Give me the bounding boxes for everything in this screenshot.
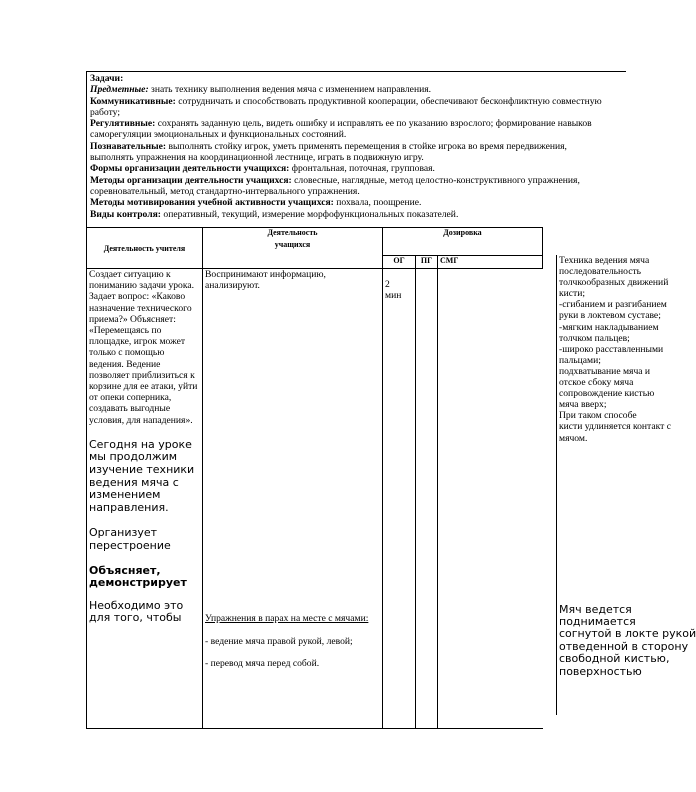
cognitive-objective: Познавательные: выполнять стойку игрок, уметь применять перемещения в стойке игрока во время передвижения,	[90, 140, 567, 152]
tasks-heading: Задачи:	[90, 73, 124, 84]
table-header-row	[87, 228, 543, 256]
technique-note-line: кисти;	[559, 288, 586, 300]
teacher-text-block: Создает ситуацию к пониманию задачи урока. Задает вопрос: «Каково назначение технического приема?» Объясняет: «Перемещаясь по площадке, игрок может только с помощью ведения. Ведение позволяет приблизиться к корзине для ее атаки, уйти от опеки соперника, создавать выгодные условия, для нападения».	[89, 269, 198, 426]
regulative-objective: Регулятивные: сохранять заданную цель, видеть ошибку и исправлять ее по указанию взрослого; формирование навыков	[90, 118, 592, 130]
organization-forms: Формы организации деятельности учащихся: фронтальная, поточная, групповая.	[90, 163, 435, 175]
student-exercise-title: Упражнения в парах на месте с мячами:	[205, 613, 369, 625]
technique-note-line: кисти удлиняется контакт с	[559, 421, 672, 433]
student-perceive: Воспринимают информацию, анализируют.	[205, 269, 326, 292]
cognitive-objective-cont: выполнять упражнения на координационной лестнице, играть в подвижную игру.	[90, 152, 424, 164]
technique-note-line: пальцами;	[559, 354, 601, 366]
header-student-line2: учащихся	[274, 240, 311, 249]
student-exercise-crossover: - перевод мяча перед собой.	[205, 657, 320, 669]
og-value: 2	[385, 279, 390, 290]
technique-note-line: отское сбоку мяча	[559, 377, 634, 389]
technique-notes-lower	[559, 602, 696, 678]
og-unit: мин	[385, 290, 402, 302]
header-pg: ПГ	[416, 256, 438, 269]
technique-note-line: подхватывание мяча и	[559, 365, 651, 377]
technique-note-line: толчкообразных движений	[559, 277, 669, 289]
technique-note-line: сопровождение кистью	[559, 388, 655, 400]
teacher-explains: Объясняет, демонстрирует	[89, 563, 187, 590]
lesson-objectives-block	[86, 71, 626, 227]
subject-objective: Предметные: знать технику выполнения ведения мяча с изменением направления.	[90, 84, 432, 96]
communicative-objective-cont: работу;	[90, 106, 121, 118]
pg-cell	[416, 269, 438, 729]
teacher-rearrange: Организует перестроение	[89, 526, 171, 552]
header-smg: СМГ	[438, 256, 543, 269]
control-types: Виды контроля: оперативный, текущий, измерение морфофункциональных показателей.	[90, 208, 459, 220]
teacher-reason: Необходимо это для того, чтобы	[89, 598, 184, 625]
header-dosage: Дозировка	[383, 228, 543, 256]
technique-note-line: Техника ведения мяча	[559, 255, 650, 266]
technique-note-line: отведенной в сторону	[559, 639, 689, 653]
teacher-activity-cell	[87, 269, 203, 729]
header-teacher-activity: Деятельность учителя	[87, 228, 203, 269]
organization-methods-cont: соревновательный, метод стандартно-интервального упражнения.	[90, 185, 360, 197]
technique-note-line: последовательность	[559, 266, 642, 278]
regulative-objective-cont: саморегуляции эмоциональных и функциональных состояний.	[90, 129, 347, 141]
technique-note-line: мячом.	[559, 432, 588, 444]
technique-note-line: мяча вверх;	[559, 399, 607, 411]
teacher-lesson-goal: Сегодня на уроке мы продолжим изучение техники ведения мяча с изменением направления.	[89, 437, 195, 514]
technique-notes-column	[556, 255, 696, 715]
technique-note-line: -сгибанием и разгибанием	[559, 299, 667, 311]
header-student-line1: Деятельность	[267, 228, 318, 237]
student-exercise-dribble: - ведение мяча правой рукой, левой;	[205, 635, 353, 647]
organization-methods: Методы организации деятельности учащихся: словесные, наглядные, метод целостно-конструктивного упражнения,	[90, 174, 580, 186]
technique-note-line: -широко расставленными	[559, 343, 664, 355]
student-activity-cell	[203, 269, 383, 729]
technique-note-line: согнутой в локте рукой	[559, 627, 696, 641]
technique-notes-upper	[559, 255, 672, 444]
og-cell	[383, 269, 416, 729]
communicative-objective: Коммуникативные: сотрудничать и способствовать продуктивной кооперации, обеспечивают бесконфликтную совместную	[90, 95, 602, 107]
technique-note-line: -мягким накладыванием	[559, 321, 659, 333]
technique-note-line: руки в локтевом суставе;	[559, 310, 661, 322]
header-og: ОГ	[383, 256, 416, 269]
technique-note-line: толчком пальцев;	[559, 332, 630, 344]
lesson-table	[86, 227, 543, 729]
smg-cell	[438, 269, 543, 729]
motivation-methods: Методы мотивирования учебной активности учащихся: похвала, поощрение.	[90, 197, 422, 209]
technique-note-line: поверхностью	[559, 664, 642, 678]
table-row	[87, 269, 543, 729]
technique-note-line: свободной кистью,	[559, 652, 670, 666]
technique-note-line: При таком способе	[559, 410, 637, 422]
technique-note-line: поднимается	[559, 615, 636, 628]
technique-note-line: Мяч ведется	[559, 602, 632, 616]
header-student-activity	[203, 228, 383, 269]
